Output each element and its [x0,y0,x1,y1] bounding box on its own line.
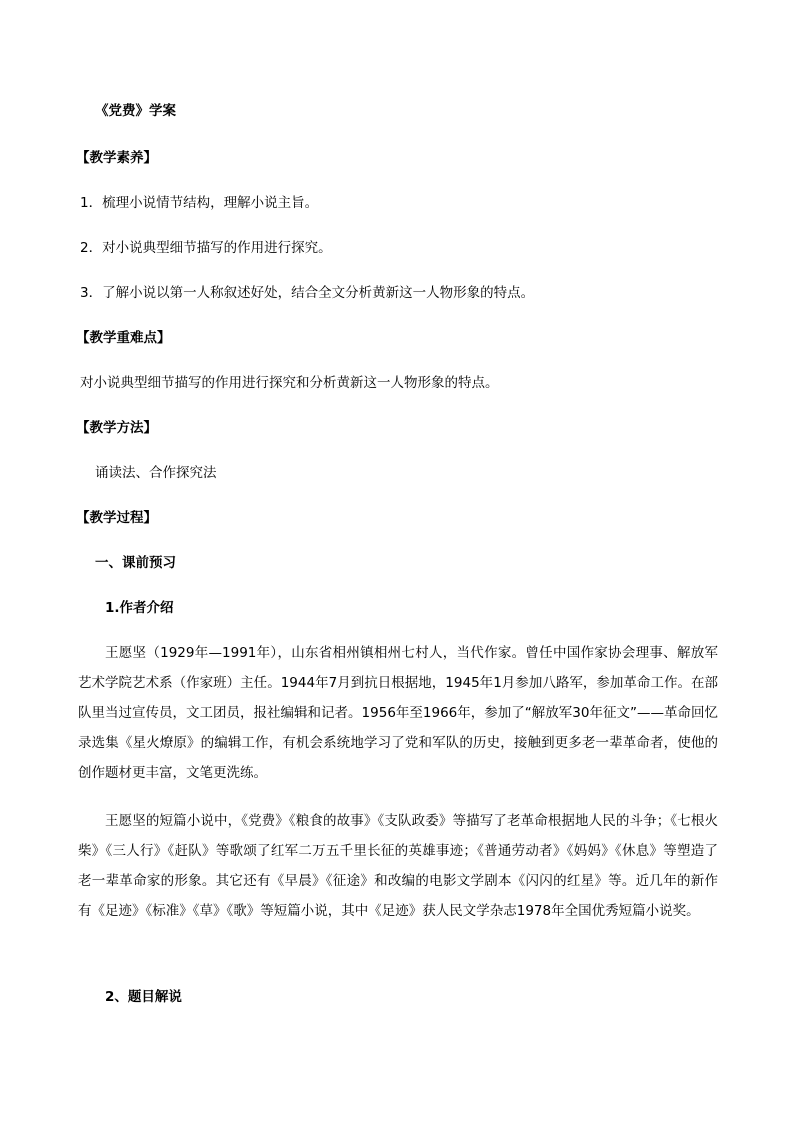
author-paragraph-1: 王愿坚（1929年—1991年），山东省相州镇相州七村人，当代作家。曾任中国作家协会理事、解放军艺术学院艺术系（作家班）主任。1944年7月到抗日根据地，1945年1月参加八路军，参加革命工作。在部队里当过宣传员，文工团员，报社编辑和记者。1956年至1966年，参加了“解放军30年征文”——革命回忆录选集《星火燎原》的编辑工作，有机会系统地学习了党和军队的历史，接触到更多老一辈革命者，使他的创作题材更丰富，文笔更洗练。 [78,645,718,781]
key-points-text: 对小说典型细节描写的作用进行探究和分析黄新这一人物形象的特点。 [80,375,499,391]
section-heading-method: 【教学方法】 [76,420,157,436]
literacy-item-2: 2．对小说典型细节描写的作用进行探究。 [80,240,332,256]
document-title: 《党费》学案 [95,103,176,119]
sub-heading-title-explanation: 2、题目解说 [105,989,182,1005]
part-one-heading: 一、课前预习 [95,555,176,571]
section-heading-literacy: 【教学素养】 [76,150,157,166]
sub-heading-author: 1.作者介绍 [105,600,174,616]
literacy-item-3: 3．了解小说以第一人称叙述好处，结合全文分析黄新这一人物形象的特点。 [80,285,535,301]
section-heading-process: 【教学过程】 [76,510,157,526]
author-paragraph-2: 王愿坚的短篇小说中，《党费》《粮食的故事》《支队政委》等描写了老革命根据地人民的斗争；《七根火柴》《三人行》《赶队》等歌颂了红军二万五千里长征的英雄事迹；《普通劳动者》《妈妈》《休息》等塑造了老一辈革命家的形象。其它还有《早晨》《征途》和改编的电影文学剧本《闪闪的红星》等。近几年的新作有《足迹》《标准》《草》《歌》等短篇小说，其中《足迹》获人民文学杂志1978年全国优秀短篇小说奖。 [78,813,718,919]
method-text: 诵读法、合作探究法 [95,465,217,481]
literacy-item-1: 1．梳理小说情节结构，理解小说主旨。 [80,195,319,211]
section-heading-key-points: 【教学重难点】 [76,330,171,346]
